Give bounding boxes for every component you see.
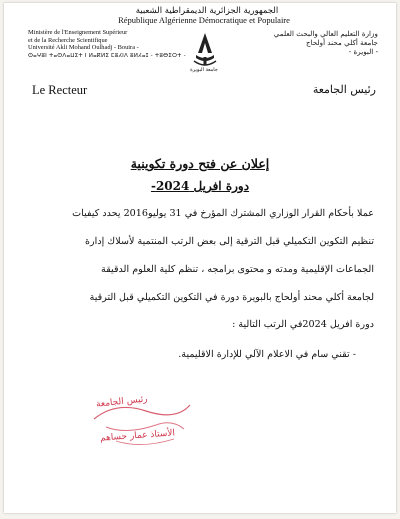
stamp-line-title: رئيس الجامعة: [95, 394, 149, 410]
university-logo-icon: [190, 31, 220, 71]
ministry-line: et de la Recherche Scientifique: [28, 36, 108, 44]
body-line: دورة افريل 2024في الرتب التالية :: [232, 319, 374, 330]
announcement-title: [4, 156, 396, 171]
header-republic-french: République Algérienne Démocratique et Populaire: [118, 15, 290, 25]
university-line: جامعة أكلي محند أولحاج: [305, 38, 378, 47]
ministry-line: وزارة التعليم العالي والبحث العلمي: [273, 29, 378, 38]
announcement-subtitle-text: دورة افريل 2024-: [150, 179, 250, 193]
ministry-line: Ministère de l'Enseignement Supérieur: [28, 29, 128, 36]
body-line: لجامعة أكلي محند أولحاج بالبويرة دورة في التكوين التكميلي قبل الترقية: [89, 292, 374, 303]
body-line: عملا بأحكام القرار الوزاري المشترك المؤرخ في 31 يوليو2016 يحدد كيفيات: [72, 208, 374, 219]
announcement-subtitle: [4, 179, 396, 193]
logo-caption: جامعة البويرة: [190, 67, 218, 73]
university-line: Université Akli Mohand Oulhadj - Bouira -: [28, 44, 139, 52]
university-tifinagh: ⵙⴰⵖⵓⵏ ⵜⴰⵙⴷⴰⵡⵉⵜ ⵏ ⵍⴰⴽⵍⵉ ⵎⵓⵃⵏⴷ ⵓⵍⵃⴰⵊ - ⵜⵓⴱⵉⵔⵜ -: [28, 52, 186, 59]
rector-title-arabic: رئيس الجامعة: [312, 83, 376, 96]
rector-title-french: Le Recteur: [32, 83, 88, 97]
rank-list-item: - تقني سام في الاعلام الآلي للإدارة الاقليمية.: [178, 349, 356, 360]
announcement-title-text: إعلان عن فتح دورة تكوينية: [130, 156, 270, 171]
header-ministry-french: [28, 29, 186, 60]
stamp-line-name: الأستاذ عمار حساهم: [99, 428, 176, 444]
document-page: [4, 3, 396, 513]
header-republic-arabic: الجمهورية الجزائرية الديمقراطية الشعبية: [135, 6, 279, 16]
body-line: الجماعات الإقليمية ومدته و محتوى برامجه ، تنظم كلية العلوم الدقيقة: [101, 264, 374, 275]
city-line: - البويرة -: [348, 47, 378, 56]
header-ministry-arabic: [274, 29, 378, 56]
body-line: تنظيم التكوين التكميلي قبل الترقية إلى بعض الرتب المنتمية لأسلاك إدارة: [85, 236, 374, 247]
